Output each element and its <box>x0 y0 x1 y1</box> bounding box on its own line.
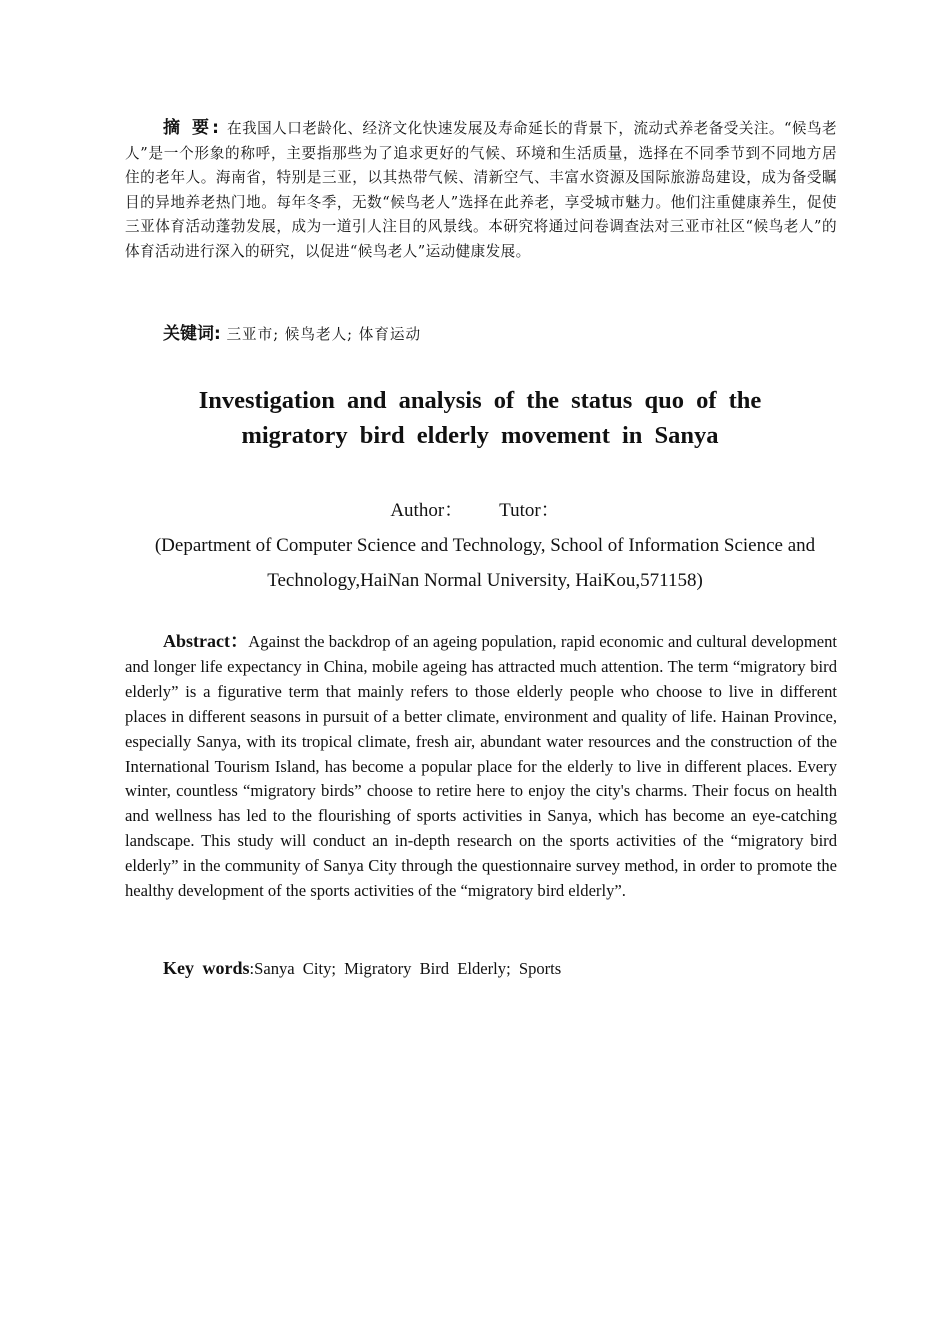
english-keywords <box>163 958 561 979</box>
english-keywords-label: Key words <box>163 958 250 978</box>
affiliation: (Department of Computer Science and Technology, School of Information Science and Technology,HaiNan Normal University, HaiKou,571158) <box>154 535 816 591</box>
chinese-abstract-text: 在我国人口老龄化、经济文化快速发展及寿命延长的背景下，流动式养老备受关注。“候鸟老人”是一个形象的称呼，主要指那些为了追求更好的气候、环境和生活质量，选择在不同季节到不同地方居住的老年人。海南省，特别是三亚，以其热带气候、清新空气、丰富水资源及国际旅游岛建设，成为备受瞩目的异地养老热门地。每年冬季，无数“候鸟老人”选择在此养老，享受城市魅力。他们注重健康养生，促使三亚体育活动蓬勃发展，成为一道引人注目的风景线。本研究将通过问卷调查法对三亚市社区“候鸟老人”的体育活动进行深入的研究，以促进“候鸟老人”运动健康发展。 <box>125 120 838 260</box>
english-title-line-2: migratory bird elderly movement in Sanya <box>241 422 719 449</box>
english-abstract-label: Abstract： <box>163 631 249 651</box>
chinese-keywords-label: 关键词: <box>163 324 221 344</box>
chinese-keywords-text: 三亚市; 候鸟老人; 体育运动 <box>226 326 422 343</box>
english-keywords-text: :Sanya City; Migratory Bird Elderly; Sports <box>249 959 562 978</box>
author-line <box>0 495 950 522</box>
english-abstract-text: Against the backdrop of an ageing population, rapid economic and cultural development and longer life expectancy in China, mobile ageing has attracted much attention. The term “migratory bird elderly” is a figurative term that mainly refers to those elderly people who choose to live in different places in different seasons in pursuit of a better climate, environment and quality of life. Hainan Province, especially Sanya, with its tropical climate, fresh air, abundant water resources and the construction of the International Tourism Island, has become a popular place for the elderly to live in different places. Every winter, countless “migratory birds” choose to retire here to enjoy the city's charms. Their focus on health and wellness has led to the flourishing of sports activities in Sanya, which has become an eye-catching landscape. This study will conduct an in-depth research on the sports activities of the “migratory bird elderly” in the community of Sanya City through the questionnaire survey method, in order to promote the healthy development of the sports activities of the “migratory bird elderly”. <box>125 632 838 901</box>
chinese-abstract <box>125 116 837 265</box>
tutor-label: Tutor： <box>499 500 560 521</box>
english-abstract <box>125 629 837 904</box>
english-title <box>150 383 810 453</box>
author-label: Author： <box>390 500 464 521</box>
chinese-abstract-label: 摘 要: <box>163 118 222 138</box>
chinese-keywords <box>163 319 421 344</box>
english-title-line-1: Investigation and analysis of the status quo of the <box>198 387 762 414</box>
